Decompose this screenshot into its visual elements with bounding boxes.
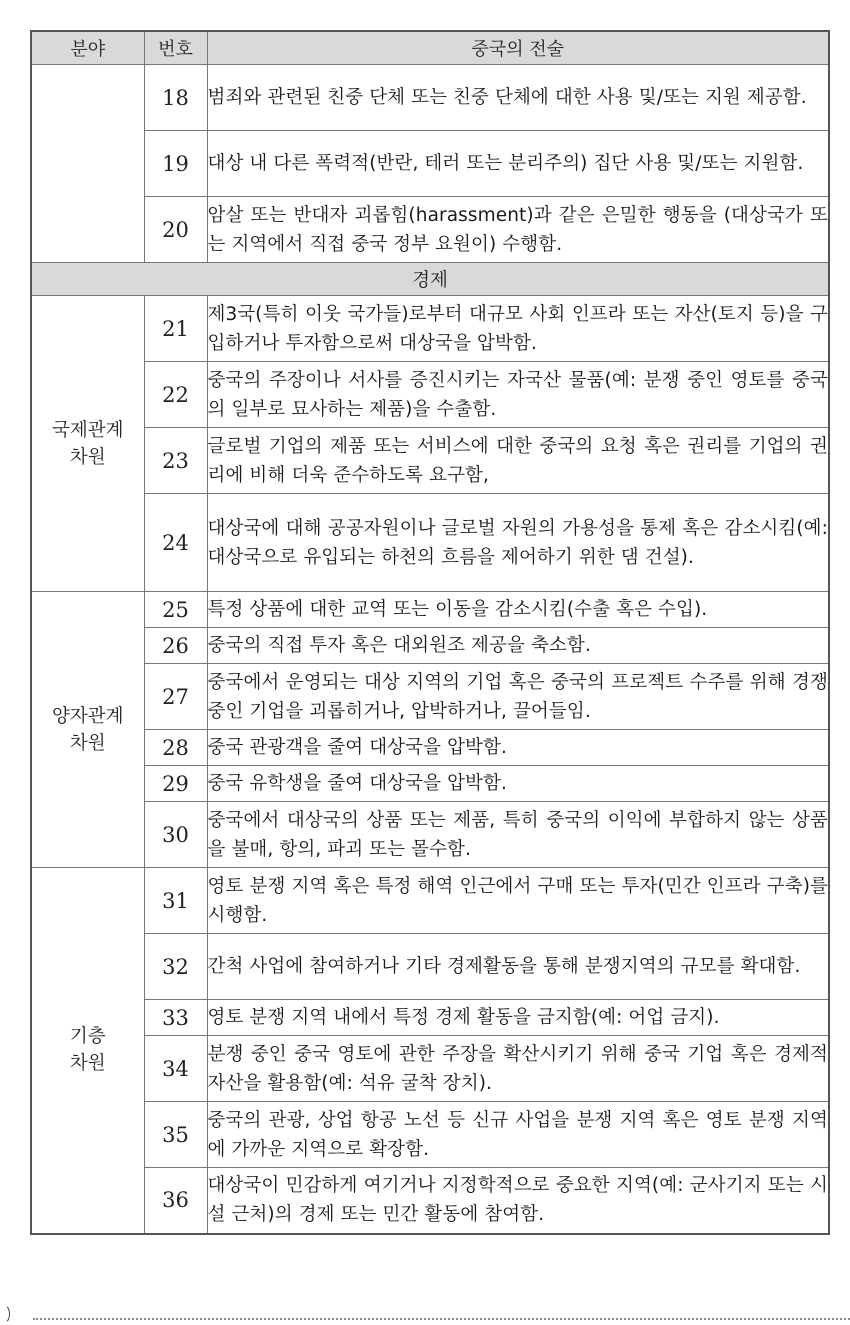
header-number: 번호 — [144, 31, 207, 65]
row-description: 영토 분쟁 지역 혹은 특정 해역 인근에서 구매 또는 투자(민간 인프라 구축)를 시행함. — [207, 868, 829, 934]
table-row — [31, 664, 829, 730]
row-description: 영토 분쟁 지역 내에서 특정 경제 활동을 금지함(예: 어업 금지). — [207, 1000, 829, 1036]
row-description: 중국의 관광, 상업 항공 노선 등 신규 사업을 분쟁 지역 혹은 영토 분쟁 지역에 가까운 지역으로 확장함. — [207, 1102, 829, 1168]
footer-dotted-rule — [33, 1318, 850, 1320]
row-number: 29 — [144, 766, 207, 802]
table-row — [31, 628, 829, 664]
row-description: 대상국에 대해 공공자원이나 글로벌 자원의 가용성을 통제 혹은 감소시킴(예: 대상국으로 유입되는 하천의 흐름을 제어하기 위한 댐 건설). — [207, 494, 829, 592]
row-description: 범죄와 관련된 친중 단체 또는 친중 단체에 대한 사용 및/또는 지원 제공함. — [207, 65, 829, 131]
field-cell-empty — [31, 65, 144, 263]
row-number: 24 — [144, 494, 207, 592]
row-description: 글로벌 기업의 제품 또는 서비스에 대한 중국의 요청 혹은 권리를 기업의 권리에 비해 더욱 준수하도록 요구함, — [207, 428, 829, 494]
table-row — [31, 428, 829, 494]
header-tactic: 중국의 전술 — [207, 31, 829, 65]
row-number: 35 — [144, 1102, 207, 1168]
row-description: 중국의 직접 투자 혹은 대외원조 제공을 축소함. — [207, 628, 829, 664]
row-description: 중국 유학생을 줄여 대상국을 압박함. — [207, 766, 829, 802]
table-row — [31, 802, 829, 868]
row-number: 36 — [144, 1168, 207, 1234]
table-row — [31, 868, 829, 934]
row-number: 23 — [144, 428, 207, 494]
page-edge-mark — [0, 1304, 10, 1324]
row-number: 26 — [144, 628, 207, 664]
row-number: 21 — [144, 296, 207, 362]
table-row — [31, 730, 829, 766]
row-number: 20 — [144, 197, 207, 263]
row-description: 중국 관광객을 줄여 대상국을 압박함. — [207, 730, 829, 766]
row-description: 암살 또는 반대자 괴롭힘(harassment)과 같은 은밀한 행동을 (대상국가 또는 지역에서 직접 중국 정부 요원이) 수행함. — [207, 197, 829, 263]
row-number: 19 — [144, 131, 207, 197]
row-number: 31 — [144, 868, 207, 934]
row-description: 대상국이 민감하게 여기거나 지정학적으로 중요한 지역(예: 군사기지 또는 시설 근처)의 경제 또는 민간 활동에 참여함. — [207, 1168, 829, 1234]
row-number: 22 — [144, 362, 207, 428]
row-number: 32 — [144, 934, 207, 1000]
row-number: 18 — [144, 65, 207, 131]
table-row — [31, 1000, 829, 1036]
table-row — [31, 65, 829, 131]
tactics-table — [30, 30, 830, 1235]
row-number: 30 — [144, 802, 207, 868]
table-row — [31, 1102, 829, 1168]
table-row — [31, 934, 829, 1000]
header-field: 분야 — [31, 31, 144, 65]
table-row — [31, 296, 829, 362]
row-number: 33 — [144, 1000, 207, 1036]
row-description: 대상 내 다른 폭력적(반란, 테러 또는 분리주의) 집단 사용 및/또는 지원함. — [207, 131, 829, 197]
table-row — [31, 494, 829, 592]
row-number: 34 — [144, 1036, 207, 1102]
row-description: 분쟁 중인 중국 영토에 관한 주장을 확산시키기 위해 중국 기업 혹은 경제적 자산을 활용함(예: 석유 굴착 장치). — [207, 1036, 829, 1102]
table-row — [31, 766, 829, 802]
row-description: 특정 상품에 대한 교역 또는 이동을 감소시킴(수출 혹은 수입). — [207, 592, 829, 628]
row-description: 중국에서 운영되는 대상 지역의 기업 혹은 중국의 프로젝트 수주를 위해 경쟁 중인 기업을 괴롭히거나, 압박하거나, 끌어들임. — [207, 664, 829, 730]
table-row — [31, 362, 829, 428]
table-row — [31, 1168, 829, 1234]
field-cell: 기층 차원 — [31, 868, 144, 1234]
row-description: 중국의 주장이나 서사를 증진시키는 자국산 물품(예: 분쟁 중인 영토를 중국의 일부로 묘사하는 제품)을 수출함. — [207, 362, 829, 428]
row-number: 28 — [144, 730, 207, 766]
table-row — [31, 131, 829, 197]
field-cell: 국제관계 차원 — [31, 296, 144, 592]
field-cell: 양자관계 차원 — [31, 592, 144, 868]
section-title: 경제 — [31, 263, 829, 296]
table-row — [31, 592, 829, 628]
table-row — [31, 197, 829, 263]
section-row — [31, 263, 829, 296]
row-number: 27 — [144, 664, 207, 730]
header-row — [31, 31, 829, 65]
row-description: 중국에서 대상국의 상품 또는 제품, 특히 중국의 이익에 부합하지 않는 상품을 불매, 항의, 파괴 또는 몰수함. — [207, 802, 829, 868]
row-number: 25 — [144, 592, 207, 628]
row-description: 간척 사업에 참여하거나 기타 경제활동을 통해 분쟁지역의 규모를 확대함. — [207, 934, 829, 1000]
row-description: 제3국(특히 이웃 국가들)로부터 대규모 사회 인프라 또는 자산(토지 등)을 구입하거나 투자함으로써 대상국을 압박함. — [207, 296, 829, 362]
table-row — [31, 1036, 829, 1102]
